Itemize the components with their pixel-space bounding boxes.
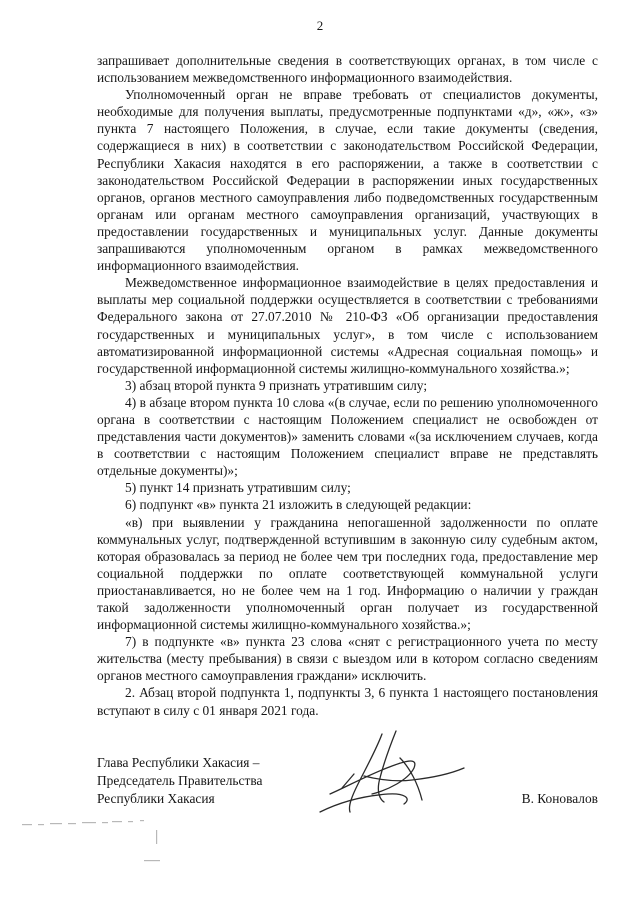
signatory-title-line-1: Глава Республики Хакасия – — [97, 755, 260, 770]
paragraph-item-3: 3) абзац второй пункта 9 признать утратившим силу; — [125, 377, 428, 393]
signatory-title-line-2: Председатель Правительства — [97, 773, 263, 788]
handwritten-signature — [300, 728, 470, 823]
signatory-title-line-3: Республики Хакасия — [97, 791, 215, 806]
signature-title-block — [97, 754, 297, 808]
paragraph-interagency-interaction: Межведомственное информационное взаимодействие в целях предоставления и выплаты мер социальной поддержки осуществляется в соответствии с требованиями Федерального закона от 27.07.2010 № 210-ФЗ «Об организации предоставления государственных и муниципальных услуг», в том числе с использованием автоматизированной информационной системы «Адресная социальная помощь» и государственной информационной системы жилищно-коммунального хозяйства.»; — [97, 275, 598, 376]
paragraph-item-4: 4) в абзаце втором пункта 10 слова «(в случае, если по решению уполномоченного органа в соответствии с настоящим Положением специалист не освобожден от представления части документов)» заменить словами «(за исключением случаев, когда в соответствии с настоящим Положением специалист вправе не представлять отдельные документы)»; — [97, 394, 598, 479]
document-body — [97, 52, 598, 719]
paragraph-item-7: 7) в подпункте «в» пункта 23 слова «снят с регистрационного учета по месту жительства (месту пребывания) в связи с выездом или в котором согласно сведениям органов местного самоуправления граждани» исключить. — [97, 634, 598, 684]
paragraph-item-5: 5) пункт 14 признать утратившим силу; — [125, 480, 351, 496]
paragraph-document-request-restriction: Уполномоченный орган не вправе требовать от специалистов документы, необходимые для получения выплаты, предусмотренные подпунктами «д», «ж», «з» пункта 7 настоящего Положения, в случае, если такие документы (сведения, содержащиеся в них) в соответствии с законодательством Российской Федерации, Республики Хакасия находятся в его распоряжении, а также в соответствии с законодательством Российской Федерации в распоряжении иных государственных органов, органов местного самоуправления либо подведомственных государственным органам или органам местного самоуправления организаций, участвующих в предоставлении государственных и муниципальных услуг. Данные документы запрашиваются уполномоченным органом в рамках межведомственного информационного взаимодействия. — [97, 87, 598, 274]
paragraph-item-6: 6) подпункт «в» пункта 21 изложить в следующей редакции: — [125, 497, 472, 513]
paragraph-new-subpoint-v: «в) при выявлении у гражданина непогашенной задолженности по оплате коммунальных услуг, подтвержденной вступившим в законную силу судебным актом, которая образовалась за период не более чем три последних года, предоставление мер социальной поддержки по оплате соответствующей коммунальной услуги приостанавливается, но не более чем на 1 год. Информацию о наличии у граждан такой задолженности уполномоченный орган получает из государственной информационной системы жилищно-коммунального хозяйства.»; — [97, 514, 598, 633]
page-number: 2 — [316, 18, 324, 33]
signer-name: В. Коновалов — [521, 791, 598, 806]
scan-noise-specks — [20, 820, 180, 870]
paragraph-continuation: запрашивает дополнительные сведения в соответствующих органах, в том числе с использованием межведомственного информационного взаимодействия. — [97, 53, 598, 86]
paragraph-effective-date: 2. Абзац второй подпункта 1, подпункты 3, 6 пункта 1 настоящего постановления вступают в силу с 01 января 2021 года. — [97, 685, 598, 718]
